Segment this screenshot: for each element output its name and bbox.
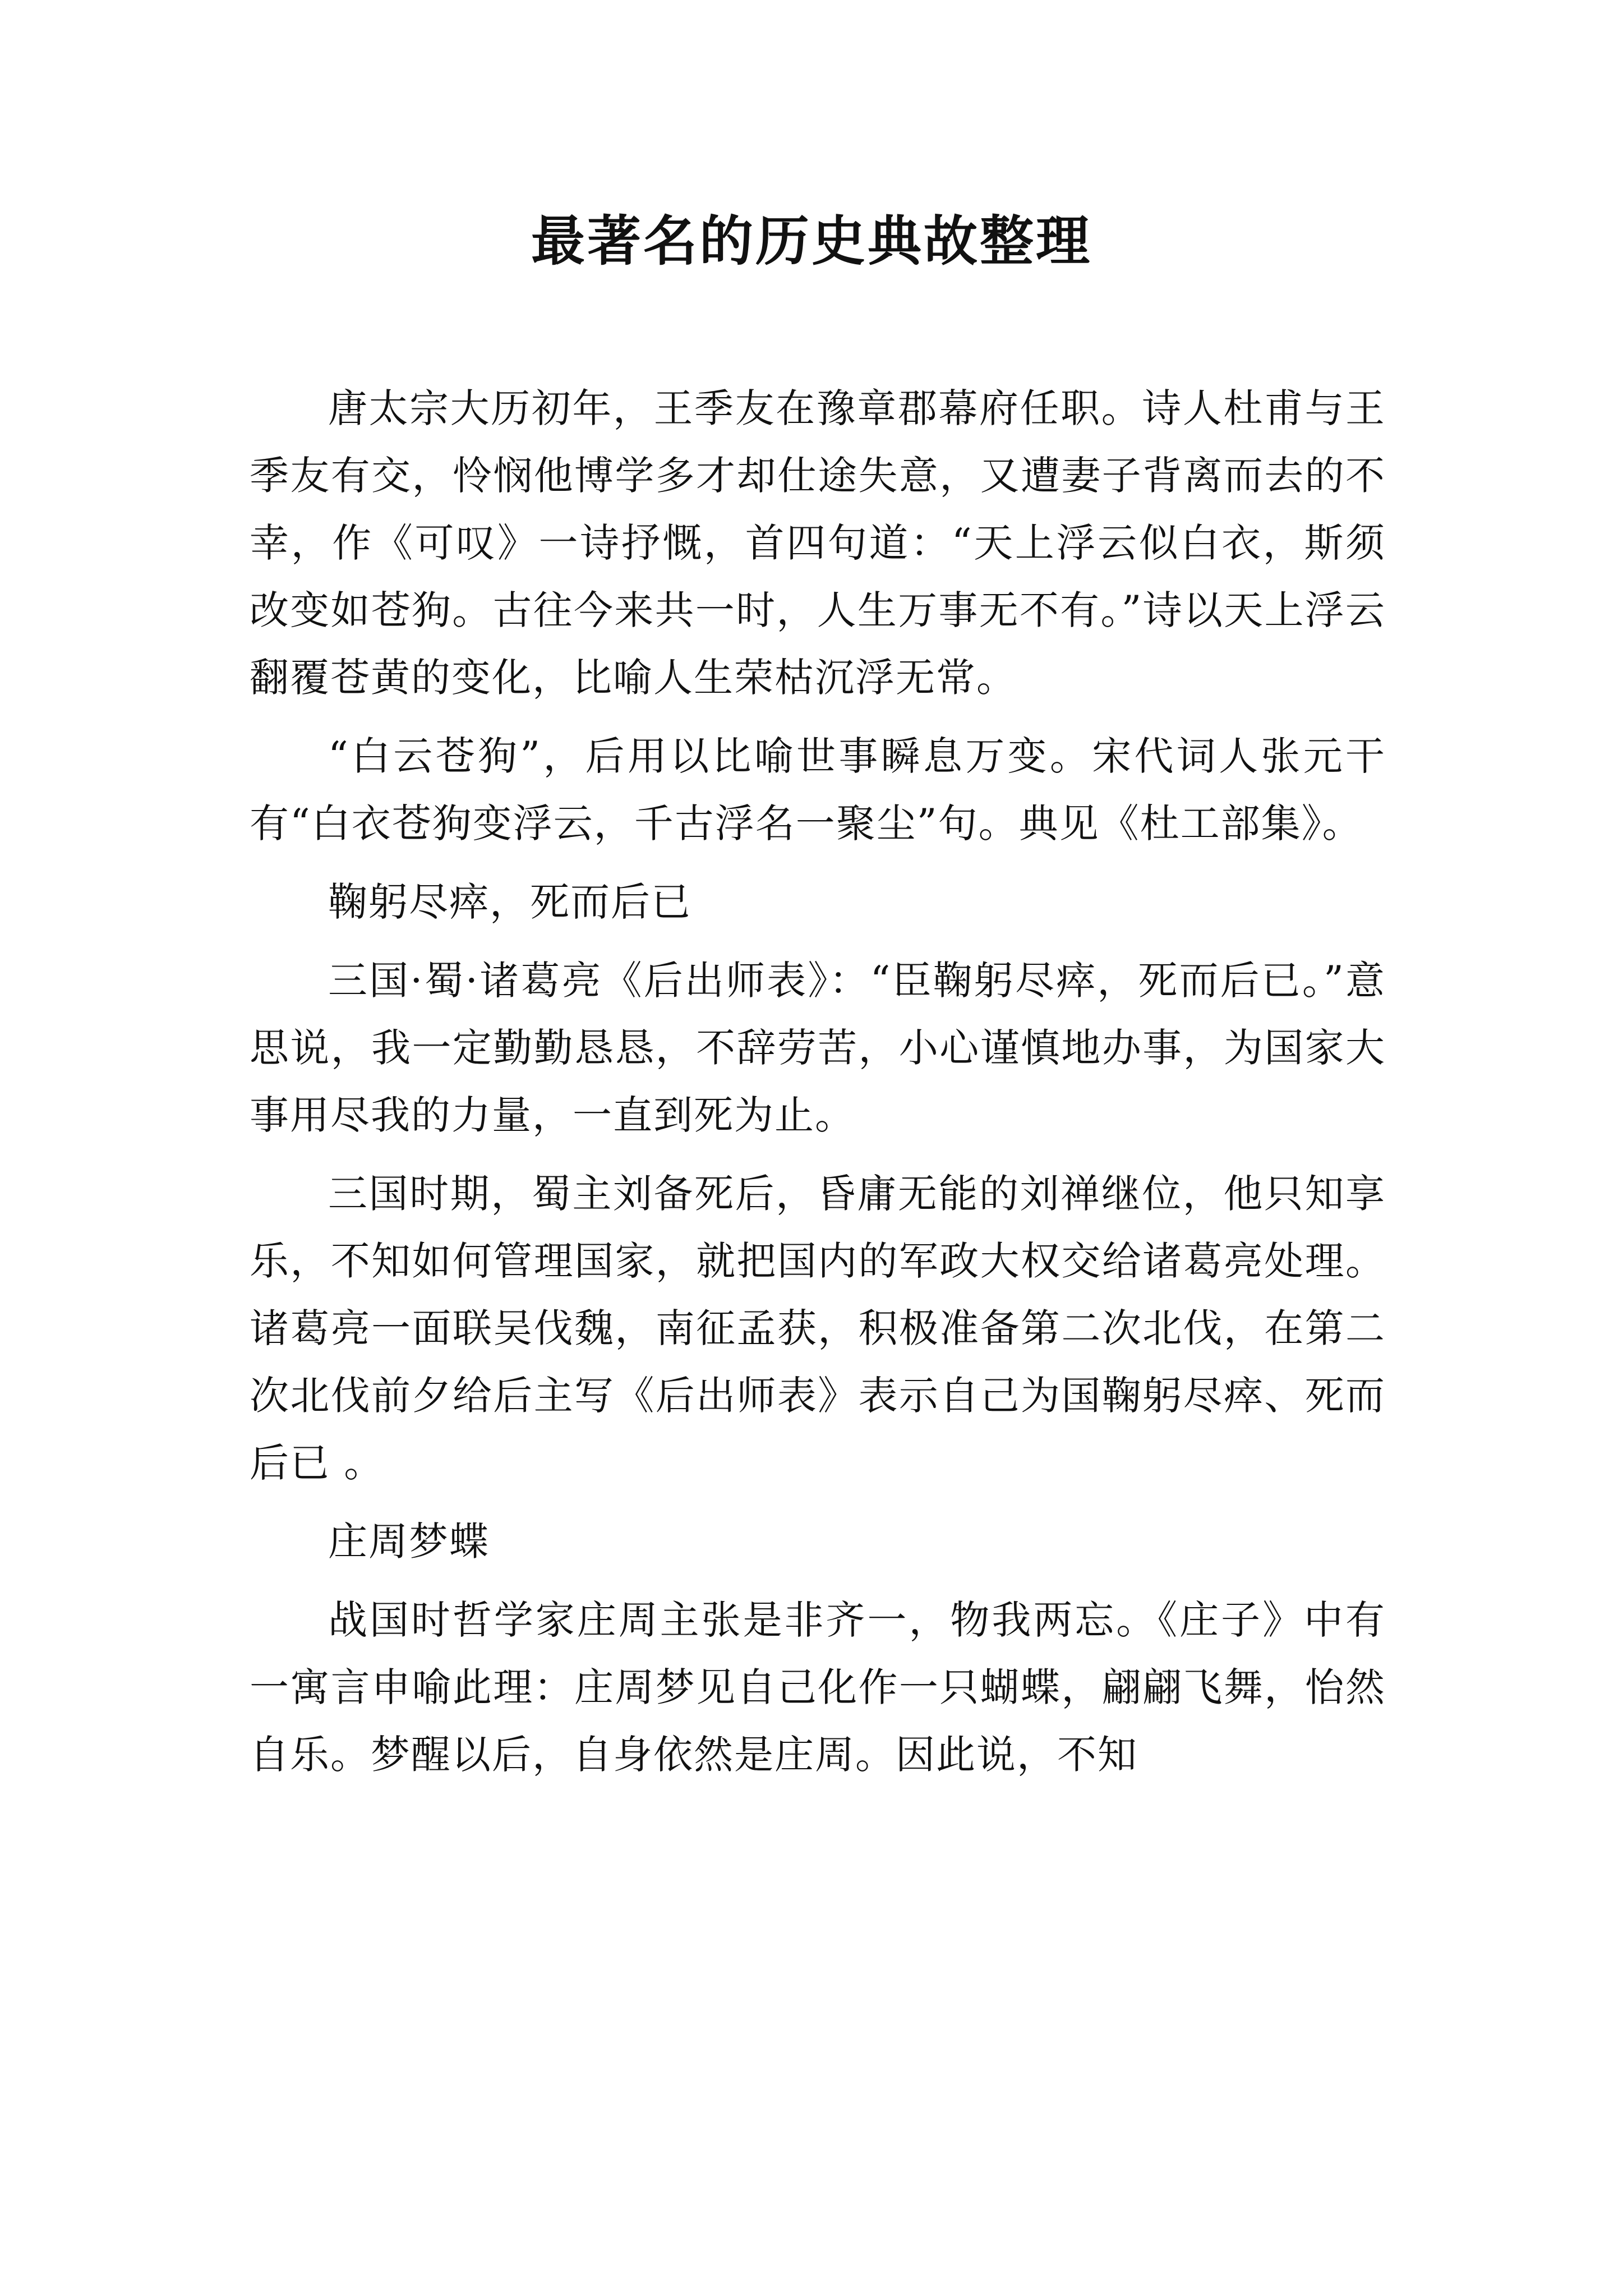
heading-zhuangzhou-mengdie: 庄周梦蝶: [328, 1519, 490, 1565]
paragraph-baiyun-cangou: “白云苍狗”，后用以比喻世事瞬息万变。宋代词人张元干有“白衣苍狗变浮云，千古浮名一聚尘”句。典见《杜工部集》。: [250, 733, 1386, 846]
paragraph-houchushibiao-quote: 三国·蜀·诸葛亮《后出师表》：“臣鞠躬尽瘁，死而后已。”意思说，我一定勤勤恳恳，不辞劳苦，小心谨慎地办事，为国家大事用尽我的力量，一直到死为止。: [250, 958, 1386, 1138]
paragraph-three-kingdoms-story: 三国时期，蜀主刘备死后，昏庸无能的刘禅继位，他只知享乐，不知如何管理国家，就把国内的军政大权交给诸葛亮处理。诸葛亮一面联吴伐魏，南征孟获，积极准备第二次北伐，在第二次北伐前夕给后主写《后出师表》表示自己为国鞠躬尽瘁、死而后已 。: [250, 1171, 1386, 1486]
paragraph-zhuangzhou-story: 战国时哲学家庄周主张是非齐一，物我两忘。《庄子》中有一寓言申喻此理：庄周梦见自己化作一只蝴蝶，翩翩飞舞，怡然自乐。梦醒以后，自身依然是庄周。因此说，不知: [250, 1597, 1386, 1778]
page-title: 最著名的历史典故整理: [531, 209, 1092, 273]
document-body: [250, 375, 1386, 1800]
heading-jugong-jincui: 鞠躬尽瘁，死而后已: [328, 879, 691, 925]
paragraph-du-fu-poem: 唐太宗大历初年，王季友在豫章郡幕府任职。诗人杜甫与王季友有交，怜悯他博学多才却仕途失意，又遭妻子背离而去的不幸，作《可叹》一诗抒慨，首四句道：“天上浮云似白衣，斯须改变如苍狗。古往今来共一时，人生万事无不有。”诗以天上浮云翻覆苍黄的变化，比喻人生荣枯沉浮无常。: [250, 385, 1386, 701]
